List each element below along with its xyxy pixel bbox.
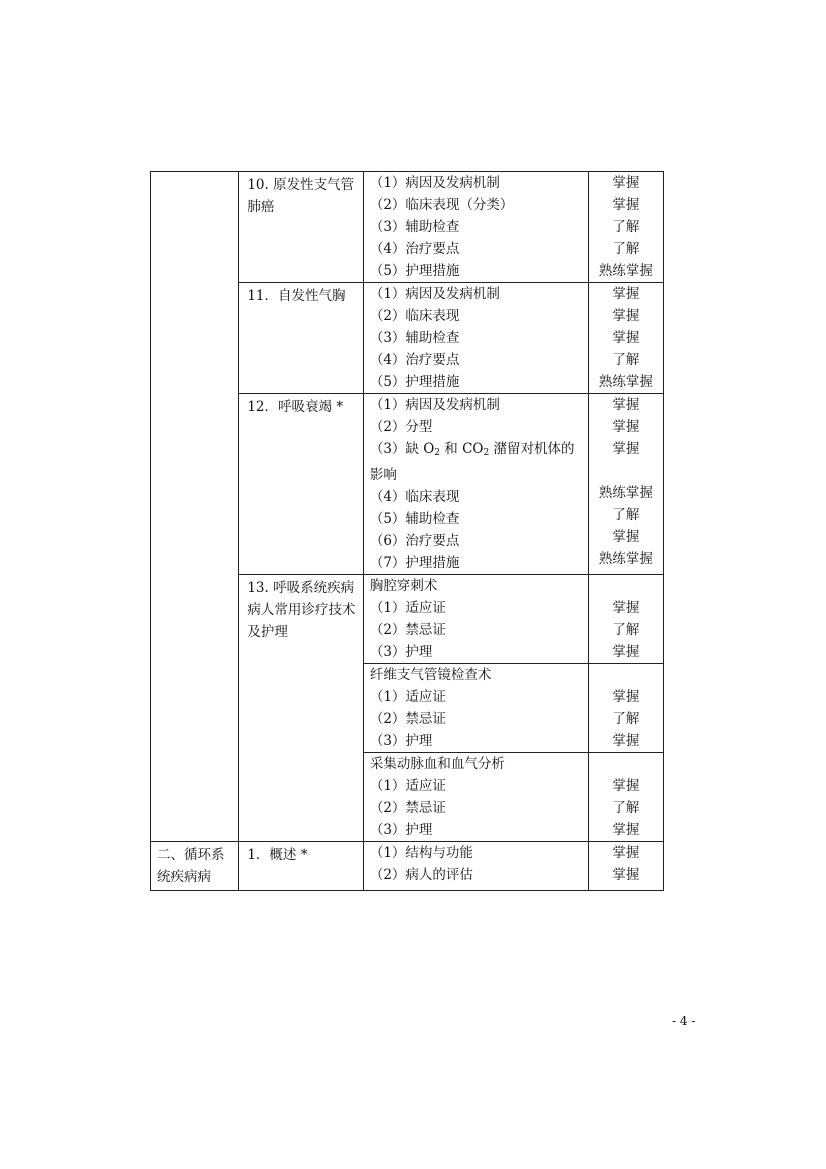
disease-cell	[239, 842, 363, 891]
mastery-level: 了解	[612, 507, 640, 523]
level-spacer	[589, 664, 663, 686]
disease-name: 13. 呼吸系统疾病病人常用诊疗技术及护理	[247, 580, 356, 640]
content-item: （2）病人的评估	[369, 867, 473, 883]
page-number: - 4 -	[672, 1014, 696, 1028]
content-item-gas-effects	[364, 438, 588, 486]
mastery-level: 了解	[612, 711, 640, 727]
mastery-level: 了解	[612, 352, 640, 368]
content-cell	[363, 575, 588, 664]
mastery-level: 熟练掌握	[598, 551, 653, 567]
content-cell	[363, 842, 588, 891]
mastery-level: 掌握	[612, 441, 640, 457]
content-item: （3）辅助检查	[369, 219, 460, 235]
system-cell-respiratory	[151, 172, 239, 842]
content-item: （1）适应证	[369, 600, 446, 616]
system-label: 二、循环系统疾病病	[157, 847, 225, 885]
mastery-level: 掌握	[612, 600, 640, 616]
content-item: （1）适应证	[369, 689, 446, 705]
content-item: （2）禁忌证	[369, 711, 446, 727]
content-item: （4）治疗要点	[369, 241, 460, 257]
mastery-level: 了解	[612, 622, 640, 638]
disease-name: 10. 原发性支气管肺癌	[247, 177, 355, 215]
content-item: （1）病因及发病机制	[369, 397, 500, 413]
mastery-level: 掌握	[612, 175, 640, 191]
content-item: （5）辅助检查	[369, 511, 460, 527]
level-cell	[588, 283, 663, 394]
content-item: （1）结构与功能	[369, 845, 473, 861]
subscript: 2	[434, 448, 441, 458]
content-cell	[363, 172, 588, 283]
mastery-level: 掌握	[612, 197, 640, 213]
mastery-level: 掌握	[612, 867, 640, 883]
level-cell	[588, 575, 663, 664]
mastery-level: 熟练掌握	[598, 374, 653, 390]
syllabus-table	[150, 171, 664, 891]
technique-name: 胸腔穿刺术	[369, 578, 438, 594]
content-item: （1）适应证	[369, 778, 446, 794]
content-cell	[363, 394, 588, 575]
level-cell	[588, 172, 663, 283]
level-cell	[588, 664, 663, 753]
mastery-level: 掌握	[612, 845, 640, 861]
content-item: （6）治疗要点	[369, 533, 460, 549]
content-item: （2）分型	[369, 419, 433, 435]
content-item: （5）护理措施	[369, 263, 460, 279]
technique-name: 采集动脉血和血气分析	[369, 756, 505, 772]
level-spacer	[589, 575, 663, 597]
disease-cell	[239, 283, 363, 394]
mastery-level: 掌握	[612, 689, 640, 705]
text-part: （3）缺 O	[369, 441, 435, 457]
content-cell	[363, 753, 588, 842]
content-item: （2）临床表现（分类）	[369, 197, 514, 213]
content-item: （7）护理措施	[369, 555, 460, 571]
system-cell-circulatory	[151, 842, 239, 891]
system-label	[151, 172, 238, 176]
content-cell	[363, 664, 588, 753]
mastery-level: 掌握	[612, 286, 640, 302]
disease-name: 12．呼吸衰竭 *	[247, 399, 344, 415]
mastery-level: 掌握	[612, 733, 640, 749]
content-item: （3）辅助检查	[369, 330, 460, 346]
content-item: （4）临床表现	[369, 489, 460, 505]
content-item: （3）护理	[369, 822, 433, 838]
technique-name: 纤维支气管镜检查术	[369, 667, 492, 683]
text-part: 潴留对机体的影响	[369, 441, 575, 483]
table-row-disease-10	[151, 172, 664, 283]
subscript: 2	[483, 448, 490, 458]
content-item: （1）病因及发病机制	[369, 286, 500, 302]
mastery-level: 掌握	[612, 419, 640, 435]
mastery-level: 了解	[612, 219, 640, 235]
mastery-level: 掌握	[612, 822, 640, 838]
mastery-level: 了解	[612, 800, 640, 816]
content-item: （3）护理	[369, 733, 433, 749]
disease-name: 1．概述 *	[247, 847, 308, 863]
content-item: （5）护理措施	[369, 374, 460, 390]
content-item: （4）治疗要点	[369, 352, 460, 368]
level-cell	[588, 842, 663, 891]
disease-cell	[239, 575, 363, 842]
content-item: （2）禁忌证	[369, 622, 446, 638]
mastery-level: 掌握	[612, 308, 640, 324]
content-item: （1）病因及发病机制	[369, 175, 500, 191]
mastery-level: 掌握	[612, 529, 640, 545]
mastery-level: 熟练掌握	[598, 485, 653, 501]
content-cell	[363, 283, 588, 394]
mastery-level: 了解	[612, 241, 640, 257]
level-cell	[588, 753, 663, 842]
level-cell	[588, 394, 663, 575]
table-row-circulatory-overview	[151, 842, 664, 891]
mastery-level: 掌握	[612, 397, 640, 413]
level-spacer	[589, 753, 663, 775]
disease-cell	[239, 172, 363, 283]
disease-cell	[239, 394, 363, 575]
disease-name: 11．自发性气胸	[247, 288, 346, 304]
mastery-level: 熟练掌握	[598, 263, 653, 279]
mastery-level: 掌握	[612, 330, 640, 346]
content-item: （2）禁忌证	[369, 800, 446, 816]
content-item: （2）临床表现	[369, 308, 460, 324]
content-item: （3）护理	[369, 644, 433, 660]
text-part: 和 CO	[440, 441, 484, 457]
mastery-level: 掌握	[612, 778, 640, 794]
mastery-level: 掌握	[612, 644, 640, 660]
